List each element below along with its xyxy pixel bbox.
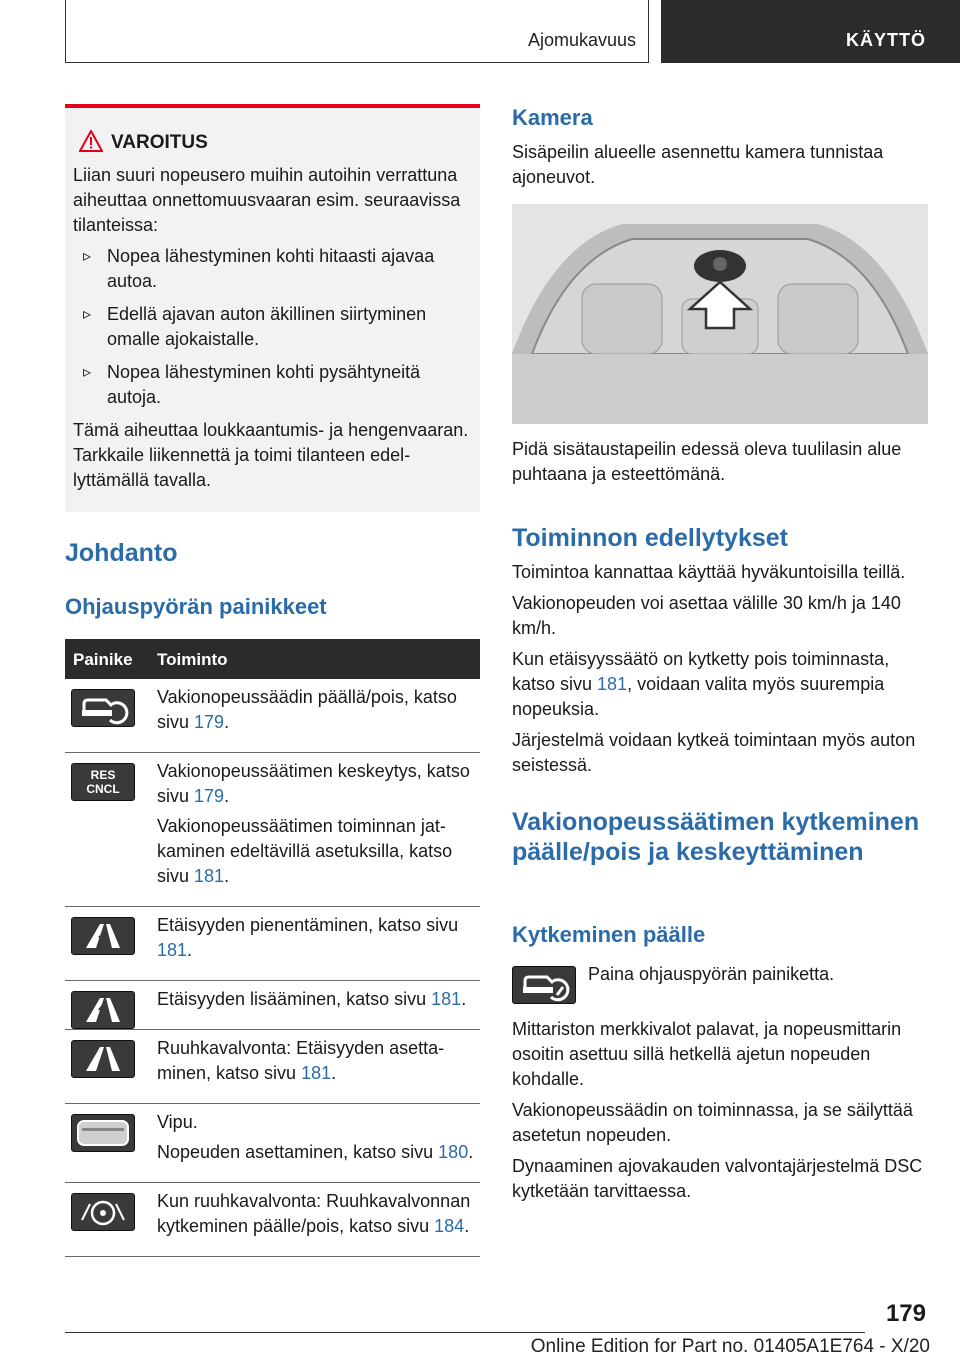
warning-item: ▹ Edellä ajavan auton äkillinen siirtyminen omalle ajokaistalle. — [73, 302, 472, 352]
page-link[interactable]: 184 — [434, 1216, 465, 1236]
table-row — [65, 1030, 480, 1104]
col-header-painike: Painike — [73, 650, 133, 669]
heading-johdanto: Johdanto — [65, 539, 178, 567]
table-row — [65, 907, 480, 981]
heading-kytkeminen-paalle: Kytkeminen päälle — [512, 922, 706, 947]
button-label-line: RES — [90, 768, 116, 782]
camera-paragraph: Sisäpeilin alueelle asennettu kamera tunnistaa ajoneuvot. — [512, 142, 884, 187]
switch-on-details: Mittariston merkkivalot palavat, ja nopeusmittarin osoitin asettuu sillä hetkellä ajetun nopeuden kohdalle. Vakionopeussäädin on toiminnassa, ja se säilyttää asetetun nopeuden. Dynaaminen ajovakauden valvontajärjestelmä DSC kytketään tarvittaessa. — [512, 1019, 923, 1201]
distance-decrease-icon — [71, 917, 135, 955]
page-link[interactable]: 180 — [438, 1142, 469, 1162]
header-chapter-label: KÄYTTÖ — [846, 30, 926, 50]
page-link[interactable]: 181 — [194, 866, 225, 886]
page-link[interactable]: 179 — [194, 786, 225, 806]
row-description: Vipu. Nopeuden asettaminen, katso sivu 180. — [157, 1112, 474, 1162]
warning-box — [65, 104, 480, 512]
cruise-control-icon — [71, 689, 135, 727]
requirements-text: Toimintoa kannattaa käyttää hyväkuntoisilla teillä. Vakionopeuden voi asettaa välille 30 km/h ja 140 km/h. Kun etäisyyssäätö on kytketty pois toiminnasta, katso sivu 181, voidaan valita myös suurempia nopeuksia. Järjestelmä voidaan kytkeä toimintaan myös auton seistessä. — [512, 562, 916, 775]
warning-triangle-icon — [79, 130, 103, 152]
heading-switch-on-off: Vakionopeussäätimen kytkeminen päälle/pois ja keskeyttäminen — [512, 808, 920, 866]
col-header-toiminto: Toiminto — [157, 650, 228, 669]
table-header — [65, 639, 480, 679]
page-link[interactable]: 181 — [597, 674, 628, 694]
warning-intro: Liian suuri nopeusero muihin autoihin verrattuna aiheuttaa onnettomuusvaaran esim. seuraavissa tilanteissa: — [73, 165, 461, 235]
warning-outro: Tämä aiheuttaa loukkaantumis- ja hengenvaaran. Tarkkaile liikennettä ja toimi tilanteen edellyttämällä tavalla. — [73, 420, 469, 490]
row-description: Kun ruuhkavalvonta: Ruuhkavalvonnan kytkeminen päälle/pois, katso sivu 184. — [157, 1191, 471, 1236]
cruise-control-button-icon — [512, 966, 576, 1004]
warning-item: ▹ Nopea lähestyminen kohti hitaasti ajavaa autoa. — [73, 244, 472, 294]
page-link[interactable]: 179 — [194, 712, 225, 732]
row-description: Etäisyyden pienentäminen, katso sivu 181. — [157, 915, 459, 960]
table-body — [65, 679, 480, 1257]
table-row — [65, 1183, 480, 1257]
traffic-jam-assist-icon — [71, 1193, 135, 1231]
distance-increase-icon — [71, 991, 135, 1029]
res-cncl-icon — [71, 763, 135, 801]
row-description: Vakionopeussäädin päällä/pois, katso sivu 179. — [157, 687, 457, 732]
header-chapter-tab — [661, 0, 960, 63]
buttons-table — [65, 639, 480, 1257]
warning-list — [73, 244, 472, 410]
row-description: Etäisyyden lisääminen, katso sivu 181. — [157, 989, 467, 1009]
page-number: 179 — [885, 1300, 926, 1327]
page-link[interactable]: 181 — [301, 1063, 332, 1083]
corner-distance-icon — [71, 1040, 135, 1078]
heading-ohjauspyoran-painikkeet: Ohjauspyörän painikkeet — [65, 594, 327, 619]
header-section-title: Ajomukavuus — [527, 30, 636, 50]
table-row — [65, 981, 480, 1030]
table-row — [65, 1104, 480, 1183]
heading-toiminnon-edellytykset: Toiminnon edellytykset — [512, 524, 788, 552]
press-button-text: Paina ohjauspyörän painiketta. — [588, 964, 835, 984]
footer-rule — [65, 1332, 865, 1333]
footer-edition: Online Edition for Part no. 01405A1E764 - X/20 — [530, 1336, 930, 1357]
page-link[interactable]: 181 — [431, 989, 462, 1009]
heading-kamera: Kamera — [512, 105, 593, 130]
windshield-camera-illustration — [512, 204, 928, 424]
row-description: Ruuhkavalvonta: Etäisyyden asettaminen, katso sivu 181. — [157, 1038, 445, 1083]
table-row — [65, 679, 480, 753]
lever-icon — [71, 1114, 135, 1152]
button-label-line: CNCL — [86, 782, 120, 796]
camera-photo — [512, 204, 928, 424]
camera-note: Pidä sisätaustapeilin edessä oleva tuulilasin alue puhtaana ja esteettömänä. — [512, 439, 902, 484]
table-row — [65, 753, 480, 907]
warning-item: ▹ Nopea lähestyminen kohti pysähtyneitä autoja. — [73, 360, 472, 410]
warning-title: VAROITUS — [111, 132, 472, 158]
page-link[interactable]: 181 — [157, 940, 188, 960]
row-description: Vakionopeussäätimen keskeytys, katso sivu 179. Vakionopeussäätimen toiminnan jatkaminen edeltävillä asetuksilla, katso sivu 181. — [157, 761, 470, 886]
